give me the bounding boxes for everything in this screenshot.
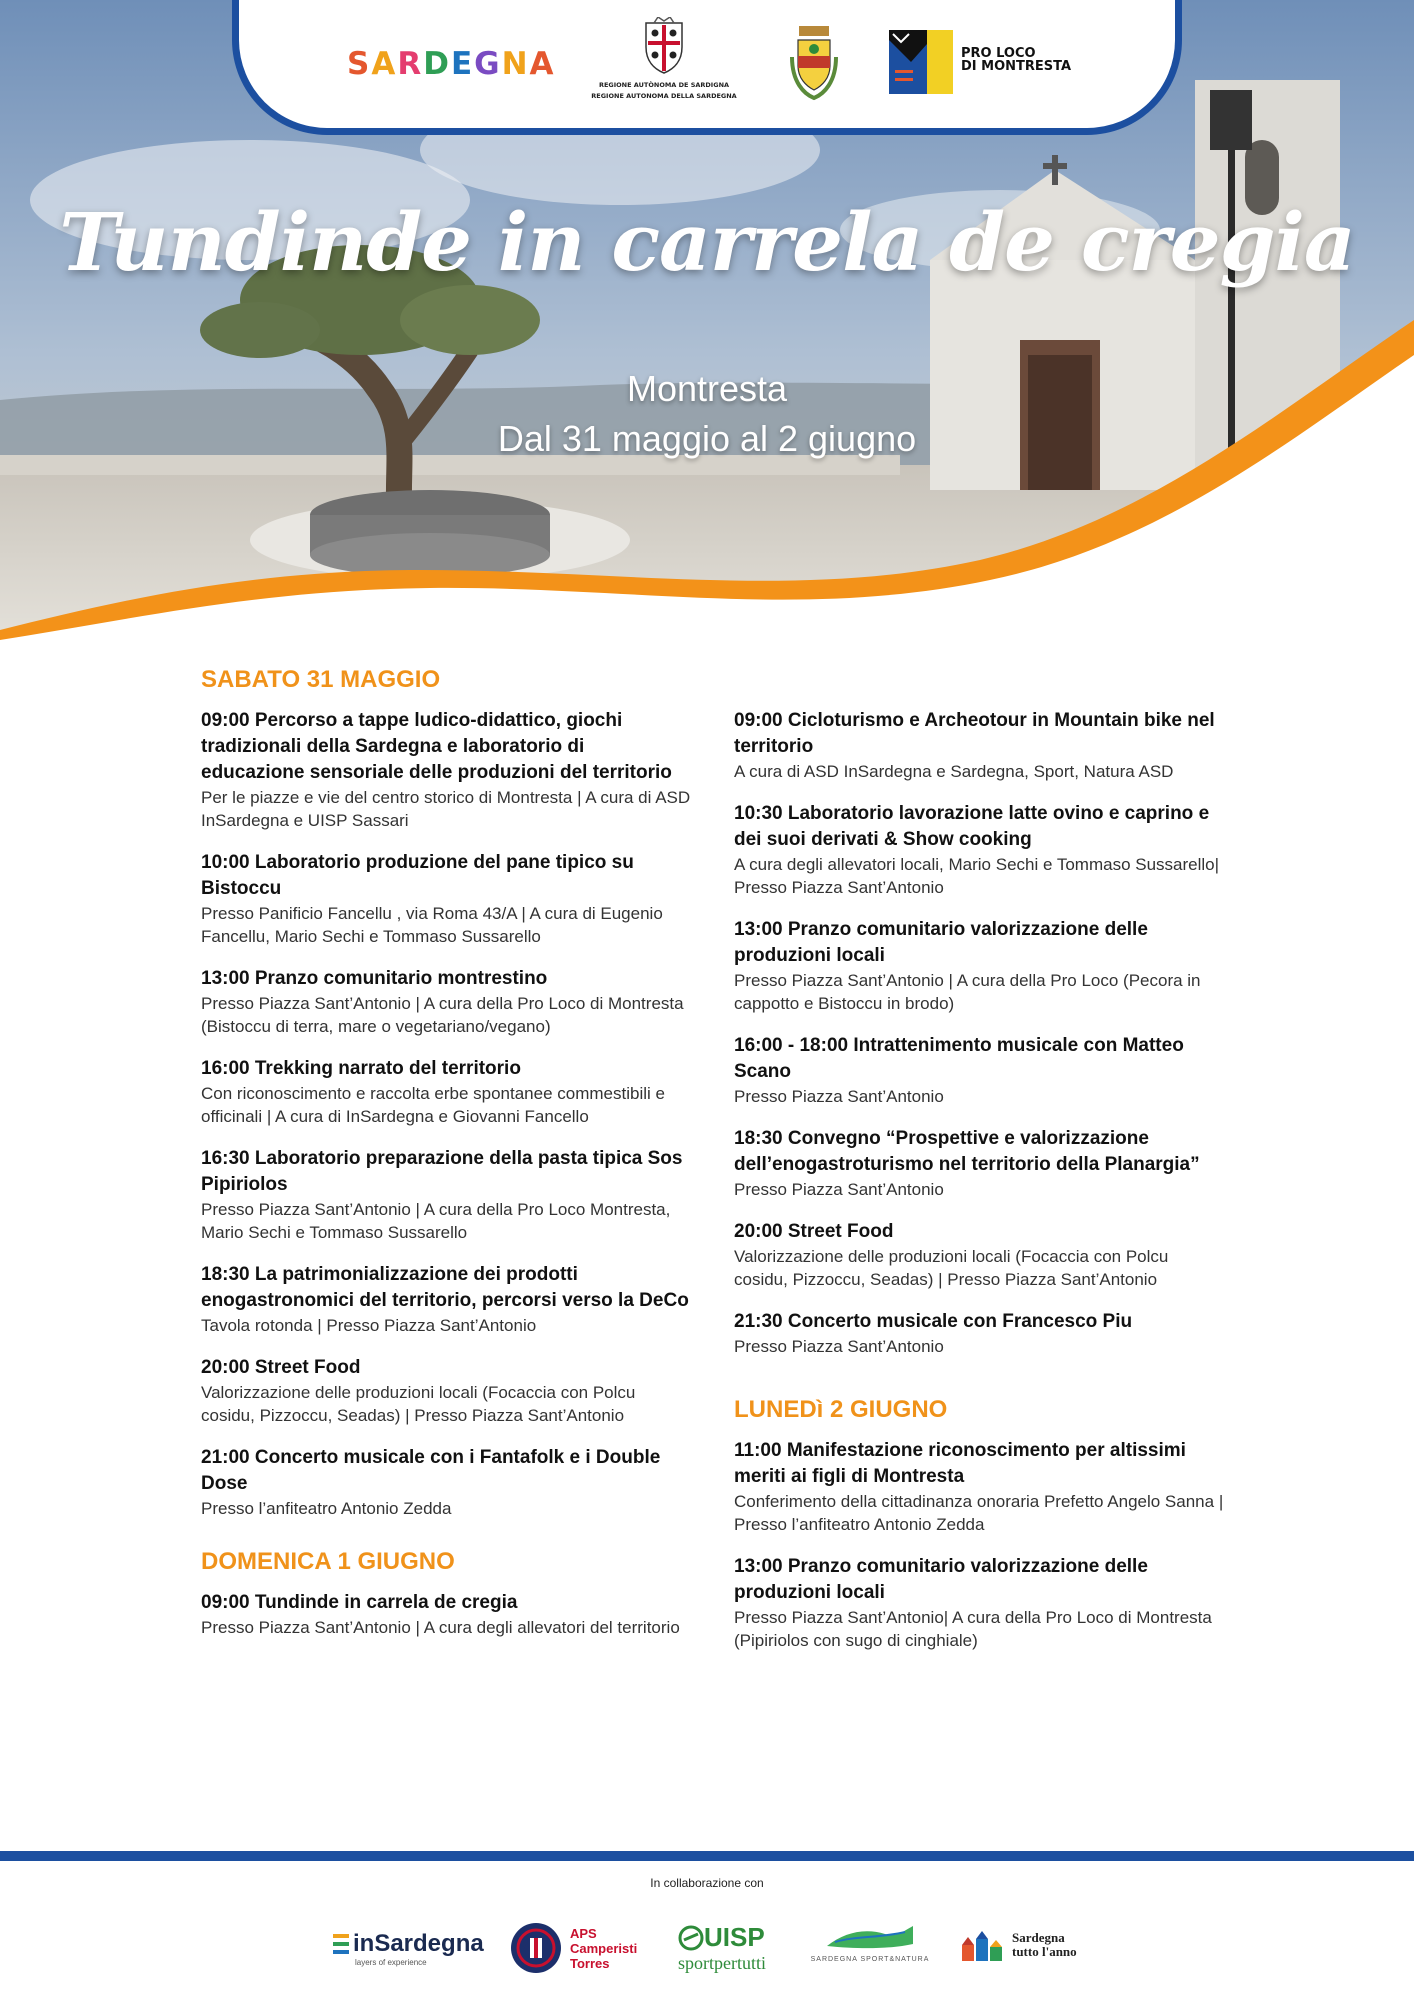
event-item: 21:00 Concerto musicale con i Fantafolk e i Double Dose Presso l’anfiteatro Antonio Zedda xyxy=(201,1447,661,1518)
event-item: 20:00 Street Food Valorizzazione delle produzioni locali (Focaccia con Polcu cosidu, Pizzoccu, Seadas) | Presso Piazza Sant’Antonio xyxy=(734,1221,1169,1289)
aps-logo: APS Camperisti Torres xyxy=(510,1922,637,1974)
event-item: 13:00 Pranzo comunitario valorizzazione delle produzioni locali Presso Piazza Sant’Antonio| A cura della Pro Loco di Montresta (Pipiriolos con sugo di cinghiale) xyxy=(734,1556,1212,1650)
event-item: 09:00 Percorso a tappe ludico-didattico, giochi tradizionali della Sardegna e laboratorio di educazione sensoriale delle produzioni del territorio Per le piazze e vie del centro storico di Montresta | A cura di ASD InSardegna e UISP Sassari xyxy=(201,710,691,830)
day-title-sunday: DOMENICA 1 GIUGNO xyxy=(201,1548,455,1575)
insardegna-logo: inSardegna layers of experience xyxy=(333,1930,484,1967)
day-title-saturday: SABATO 31 MAGGIO xyxy=(201,666,441,693)
aps-badge-icon xyxy=(510,1922,562,1974)
event-item: 10:00 Laboratorio produzione del pane tipico su Bistoccu Presso Panificio Fancellu , via Roma 43/A | A cura di Eugenio Fancellu, Mario Sechi e Tommaso Sussarello xyxy=(201,852,663,946)
event-item: 16:30 Laboratorio preparazione della pasta tipica Sos Pipiriolos Presso Piazza Sant’Antonio | A cura della Pro Loco Montresta, Mario Sechi e Tommaso Sussarello xyxy=(201,1148,683,1242)
event-item: 18:30 La patrimonializzazione dei prodotti enogastronomici del territorio, percorsi verso la DeCo Tavola rotonda | Presso Piazza Sant’Antonio xyxy=(201,1264,689,1335)
insardegna-mark-icon xyxy=(333,1932,353,1956)
event-item: 16:00 Trekking narrato del territorio Con riconoscimento e raccolta erbe spontanee commestibili e officinali | A cura di InSardegna e Giovanni Fancello xyxy=(201,1058,665,1126)
logo-bar xyxy=(232,0,1182,135)
region-logo-line2: REGIONE AUTONOMA DELLA SARDEGNA xyxy=(591,92,737,100)
event-item: 10:30 Laboratorio lavorazione latte ovino e caprino e dei suoi derivati & Show cooking A cura degli allevatori locali, Mario Sechi e Tommaso Sussarello| Presso Piazza Sant’Antonio xyxy=(734,803,1220,897)
hero-dates: Dal 31 maggio al 2 giugno xyxy=(497,418,917,459)
day-title-monday: LUNEDì 2 GIUGNO xyxy=(734,1396,948,1423)
event-item: 18:30 Convegno “Prospettive e valorizzazione dell’enogastroturismo nel territorio della Planargia” Presso Piazza Sant’Antonio xyxy=(734,1128,1200,1199)
event-item: 09:00 Cicloturismo e Archeotour in Mountain bike nel territorio A cura di ASD InSardegna e Sardegna, Sport, Natura ASD xyxy=(734,710,1215,781)
ssn-wave-icon xyxy=(825,1922,915,1952)
footer-divider xyxy=(0,1851,1414,1861)
event-item: 20:00 Street Food Valorizzazione delle produzioni locali (Focaccia con Polcu cosidu, Pizzoccu, Seadas) | Presso Piazza Sant’Antonio xyxy=(201,1357,636,1425)
event-item: 11:00 Manifestazione riconoscimento per altissimi meriti ai figli di Montresta Conferimento della cittadinanza onoraria Prefetto Angelo Sanna | Presso l’anfiteatro Antonio Zedda xyxy=(734,1440,1224,1534)
proloco-text: PRO LOCO DI MONTRESTA xyxy=(961,46,1072,74)
comune-crest-icon xyxy=(784,22,844,106)
sardegna-logo: SARDEGNA xyxy=(347,46,556,82)
sta-houses-icon xyxy=(960,1925,1006,1965)
sardegna-tutto-lanno-logo: Sardegna tutto l'anno xyxy=(960,1925,1077,1965)
program-right-column xyxy=(734,708,1224,1670)
region-shield-icon xyxy=(640,17,688,75)
program-left-column xyxy=(201,666,691,1657)
region-logo-line1: REGIONE AUTÒNOMA DE SARDIGNA xyxy=(598,81,730,89)
uisp-mark-icon xyxy=(678,1925,704,1951)
hero-place: Montresta xyxy=(626,368,788,409)
proloco-logo-icon xyxy=(889,30,953,98)
event-item: 16:00 - 18:00 Intrattenimento musicale con Matteo Scano Presso Piazza Sant’Antonio xyxy=(734,1035,1184,1106)
uisp-logo: UISP sportpertutti xyxy=(678,1922,766,1973)
event-item: 21:30 Concerto musicale con Francesco Piu Presso Piazza Sant’Antonio xyxy=(734,1311,1133,1356)
region-logo xyxy=(589,17,739,101)
collab-label: In collaborazione con xyxy=(650,1876,764,1890)
event-item: 09:00 Tundinde in carrela de cregia Presso Piazza Sant’Antonio | A cura degli allevatori del territorio xyxy=(201,1592,680,1637)
event-item: 13:00 Pranzo comunitario montrestino Presso Piazza Sant’Antonio | A cura della Pro Loco di Montresta (Bistoccu di terra, mare o vegetariano/vegano) xyxy=(201,968,684,1036)
event-item: 13:00 Pranzo comunitario valorizzazione delle produzioni locali Presso Piazza Sant’Antonio | A cura della Pro Loco (Pecora in cappotto e Bistoccu in brodo) xyxy=(734,919,1201,1013)
hero-title: Tundinde in carrela de cregia xyxy=(59,195,1355,289)
sardegna-sport-natura-logo: SARDEGNA SPORT&NATURA xyxy=(800,1922,940,1963)
